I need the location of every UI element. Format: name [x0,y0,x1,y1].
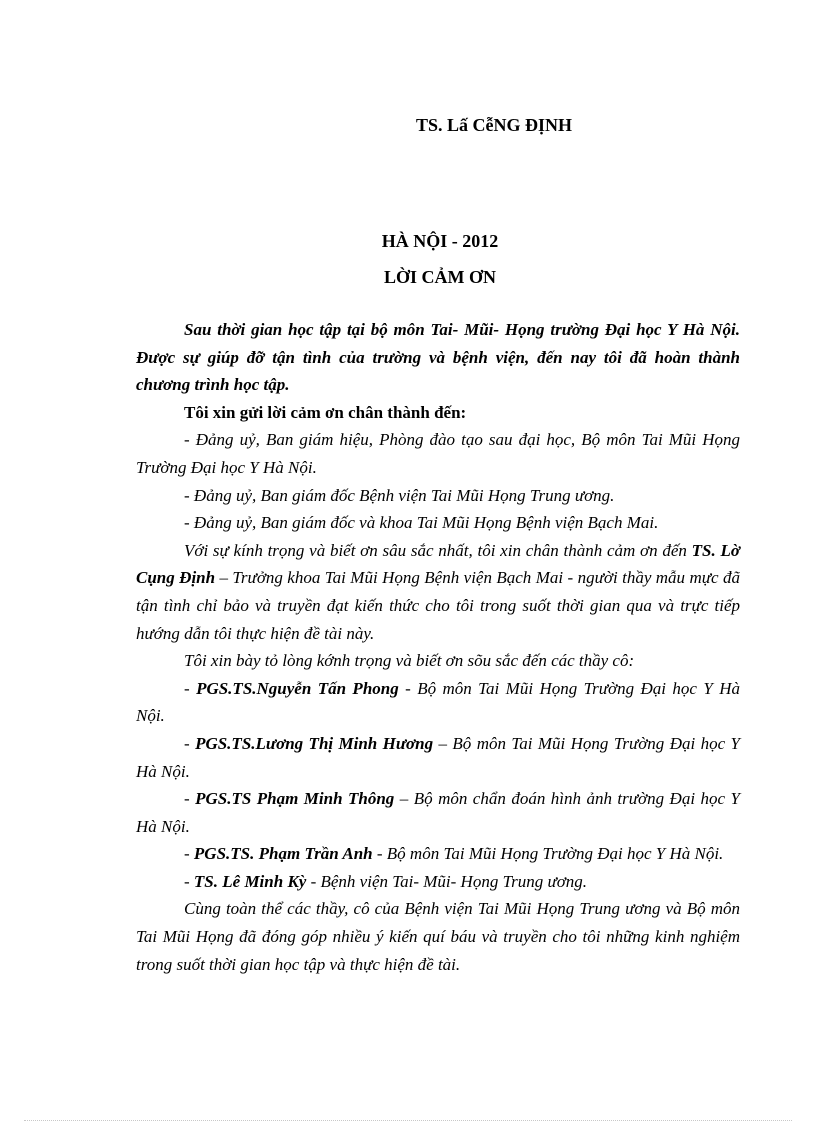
text-segment: - [184,871,194,891]
text-segment: – Bộ môn Tai Mũi Họng Trường Đại học Y Hà Nội. [136,733,740,781]
person-name: PGS.TS Phạm Minh Thông [195,789,395,809]
list-item [136,868,740,896]
author-name: TS. Lấ CễNG ĐỊNH [416,115,573,135]
text-segment: - Bệnh viện Tai- Mũi- Họng Trung ương. [306,871,588,891]
list-item: - Đảng uỷ, Ban giám đốc Bệnh viện Tai Mũi Họng Trung ương. [184,485,615,505]
list-item [136,675,740,730]
text-segment: - Bộ môn Tai Mũi Họng Trường Đại học Y Hà Nội. [372,844,724,864]
text-segment: - [184,733,196,753]
person-name: PGS.TS. Phạm Trần Anh [193,844,373,864]
person-name: TS. Lờ Cụng Định [136,540,740,588]
paragraph-intro: Sau thời gian học tập tại bộ môn Tai- Mũi- Họng trường Đại học Y Hà Nội. Được sự giúp đỡ tận tình của trường và bệnh viện, đến nay tôi đã hoàn thành chương trình học tập. [136,320,740,395]
list-item: - Đảng uỷ, Ban giám hiệu, Phòng đào tạo sau đại học, Bộ môn Tai Mũi Họng Trường Đại học Y Hà Nội. [136,430,740,477]
text-segment: Với sự kính trọng và biết ơn sâu sắc nhất, tôi xin chân thành cảm ơn đến [184,540,692,560]
paragraph-thanks-heading: Tôi xin gửi lời cảm ơn chân thành đến: [184,402,467,422]
paragraph-closing: Cùng toàn thể các thầy, cô của Bệnh viện Tai Mũi Họng Trung ương và Bộ môn Tai Mũi Họng đã đóng góp nhiều ý kiến quí báu và truyền cho tôi những kinh nghiệm trong suốt thời gian học tập và thực hiện đề tài. [136,899,740,974]
section-title: LỜI CẢM ƠN [384,267,496,287]
person-name: PGS.TS.Nguyễn Tấn Phong [196,678,399,698]
paragraph-teachers-heading: Tôi xin bày tỏ lòng kớnh trọng và biết ơn sõu sắc đến các thầy cô: [184,651,635,671]
list-item [136,840,740,868]
list-item [136,785,740,840]
list-item [136,730,740,785]
text-segment: - [184,678,197,698]
person-name: TS. Lê Minh Kỳ [193,871,307,891]
page-bottom-divider [24,1120,792,1121]
list-item: - Đảng uỷ, Ban giám đốc và khoa Tai Mũi Họng Bệnh viện Bạch Mai. [184,513,659,533]
text-segment: – Bộ môn chẩn đoán hình ảnh trường Đại học Y Hà Nội. [136,789,740,836]
acknowledgement-body [136,316,740,978]
paragraph-supervisor [136,537,740,647]
text-segment: – Trưởng khoa Tai Mũi Họng Bệnh viện Bạch Mai - người thầy mẫu mực đã tận tình chỉ bảo và truyền đạt kiến thức cho tôi trong suốt thời gian qua và trực tiếp hướng dẫn tôi thực hiện đề tài này. [136,568,740,643]
person-name: PGS.TS.Lương Thị Minh Hương [195,733,434,753]
text-segment: - Bộ môn Tai Mũi Họng Trường Đại học Y Hà Nội. [136,678,740,726]
city-year: HÀ NỘI - 2012 [381,231,499,251]
text-segment: - [184,844,194,864]
text-segment: - [184,789,196,809]
